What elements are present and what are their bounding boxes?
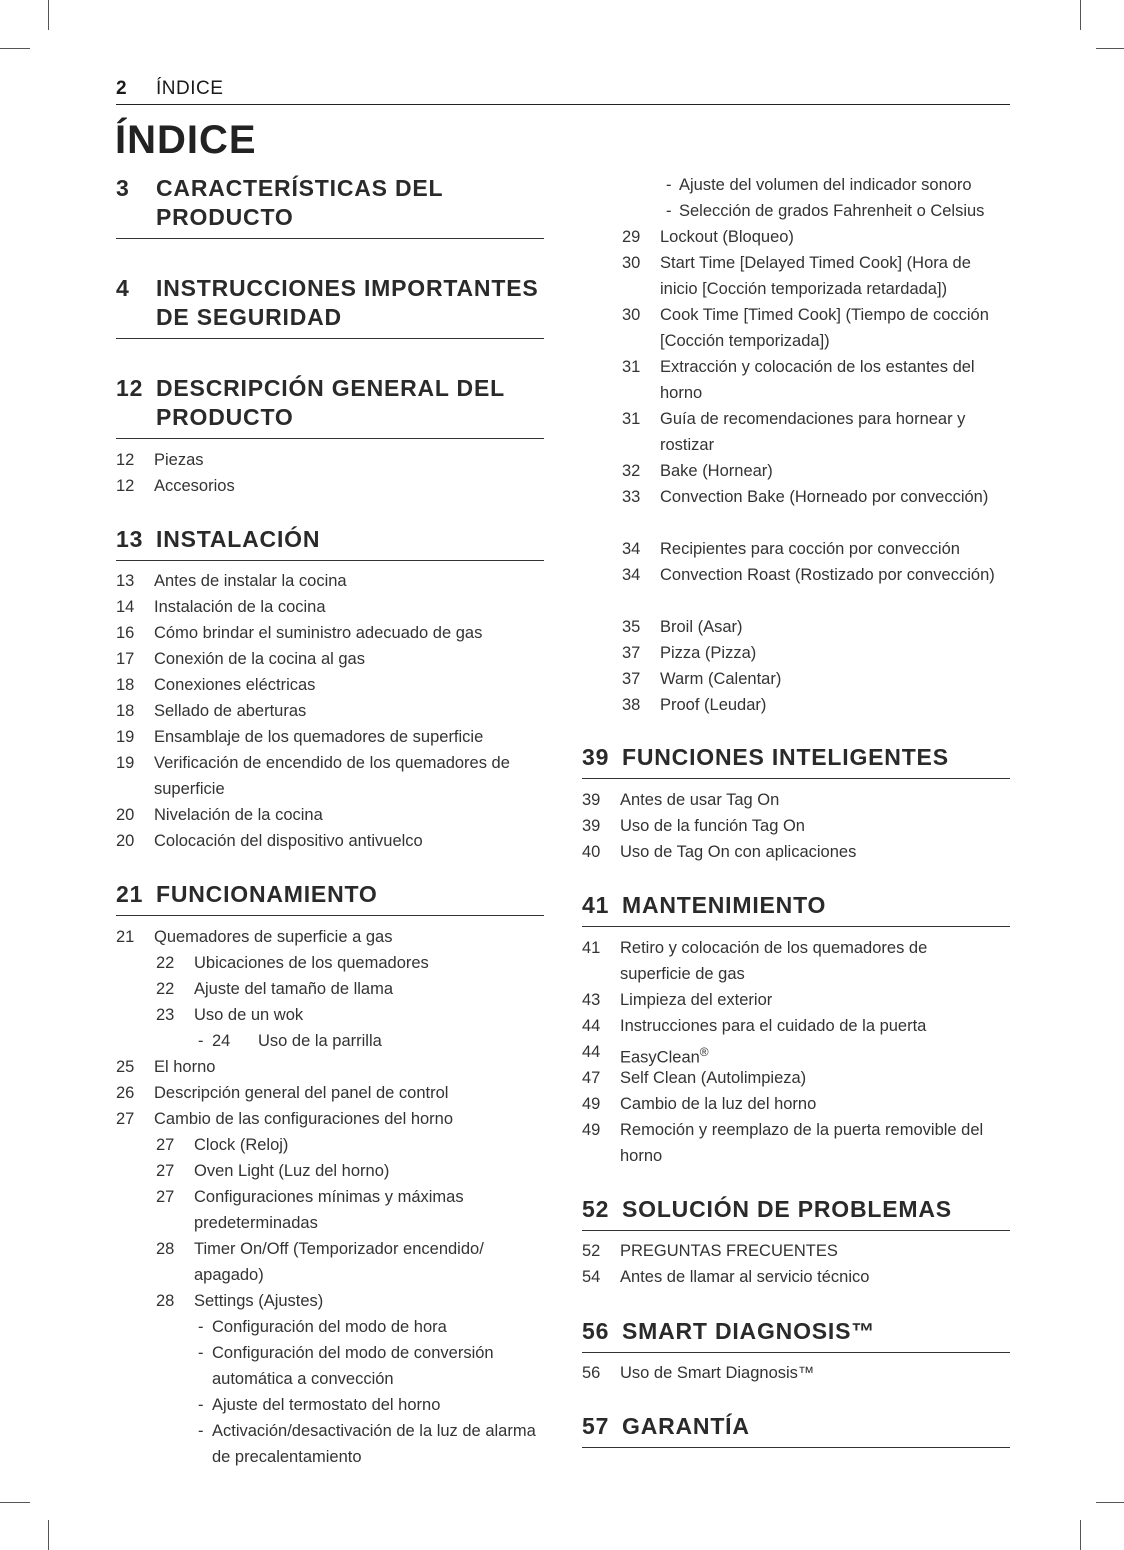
entry-text: Convection Bake (Horneado por convección): [660, 488, 989, 506]
section-number: 56: [582, 1318, 610, 1344]
entry-text: Ubicaciones de los quemadores: [194, 954, 429, 972]
entry-page: 56: [582, 1364, 601, 1382]
entry-text: Timer On/Off (Temporizador encendido/ apagado): [194, 1240, 484, 1284]
entry-page: 25: [116, 1058, 135, 1076]
toc-entry[interactable]: [116, 1080, 544, 1106]
entry-page: 49: [582, 1121, 601, 1139]
toc-section-4[interactable]: [116, 274, 544, 339]
entry-text: Ajuste del termostato del horno: [212, 1396, 441, 1414]
entry-text: Conexiones eléctricas: [154, 676, 316, 694]
entry-text: Ajuste del tamaño de llama: [194, 980, 394, 998]
toc-subentry[interactable]: [582, 406, 1010, 458]
toc-entry[interactable]: [116, 802, 544, 828]
toc-section-21[interactable]: [116, 880, 544, 916]
entry-page: 12: [116, 477, 135, 495]
dash-bullet: -: [666, 202, 672, 220]
toc-subentry[interactable]: [116, 1314, 544, 1340]
entry-text: Warm (Calentar): [660, 670, 782, 688]
toc-subentry[interactable]: [582, 692, 1010, 718]
toc-subentry[interactable]: [582, 198, 1010, 224]
entry-page: 27: [156, 1136, 175, 1154]
entry-page: 13: [116, 572, 135, 590]
entry-page: 12: [116, 451, 135, 469]
toc-entry[interactable]: [582, 1013, 1010, 1039]
entry-text: Oven Light (Luz del horno): [194, 1162, 390, 1180]
entry-text: Ensamblaje de los quemadores de superficie: [154, 728, 484, 746]
running-header: [116, 74, 1010, 105]
toc-entry[interactable]: [582, 1065, 1010, 1091]
toc-entry[interactable]: [582, 987, 1010, 1013]
entry-text: Recipientes para cocción por convección: [660, 540, 960, 558]
toc-entry[interactable]: [116, 447, 544, 473]
entry-text: Configuraciones mínimas y máximas predeterminadas: [194, 1188, 464, 1232]
entry-text: Instalación de la cocina: [154, 598, 326, 616]
entry-page: 20: [116, 806, 135, 824]
entry-text: Retiro y colocación de los quemadores de superficie de gas: [620, 939, 928, 983]
toc-entry[interactable]: [116, 1054, 544, 1080]
entry-page: 26: [116, 1084, 135, 1102]
entry-text: Descripción general del panel de control: [154, 1084, 449, 1102]
entry-page: 20: [116, 832, 135, 850]
entry-text: Start Time [Delayed Timed Cook] (Hora de inicio [Cocción temporizada retardada]): [660, 254, 971, 298]
section-number: 3: [116, 175, 130, 201]
entry-page: 44: [582, 1043, 601, 1061]
toc-subentry[interactable]: [116, 1028, 544, 1054]
entry-page: 14: [116, 598, 135, 616]
toc-subentry[interactable]: [116, 1288, 544, 1314]
page-number: 2: [116, 78, 128, 99]
entry-page: 29: [622, 228, 641, 246]
entry-text: Cambio de la luz del horno: [620, 1095, 817, 1113]
entry-text: Activación/desactivación de la luz de alarma de precalentamiento: [212, 1422, 536, 1466]
entry-text: Lockout (Bloqueo): [660, 228, 794, 246]
registered-mark: ®: [699, 1045, 709, 1059]
entry-text: Instrucciones para el cuidado de la puerta: [620, 1017, 927, 1035]
entry-page: 19: [116, 728, 135, 746]
toc-subentry[interactable]: [116, 1392, 544, 1418]
entry-page: 43: [582, 991, 601, 1009]
entry-text: Uso de la parrilla: [258, 1032, 382, 1050]
toc-subentry[interactable]: [582, 458, 1010, 484]
entry-page: 37: [622, 670, 641, 688]
section-number: 41: [582, 892, 610, 918]
entry-text: Cook Time [Timed Cook] (Tiempo de cocción [Cocción temporizada]): [660, 306, 989, 350]
section-title: DESCRIPCIÓN GENERAL DEL PRODUCTO: [156, 375, 505, 430]
section-title: CARACTERÍSTICAS DEL PRODUCTO: [156, 175, 443, 230]
section-number: 4: [116, 275, 130, 301]
entry-text: Guía de recomendaciones para hornear y rostizar: [660, 410, 966, 454]
toc-subentry[interactable]: [116, 1184, 544, 1236]
toc-section-56[interactable]: [582, 1317, 1010, 1353]
entry-text: Cómo brindar el suministro adecuado de gas: [154, 624, 483, 642]
entry-page: 54: [582, 1268, 601, 1286]
entry-page: 33: [622, 488, 641, 506]
section-title: SOLUCIÓN DE PROBLEMAS: [622, 1196, 952, 1222]
entry-page: 17: [116, 650, 135, 668]
toc-entry[interactable]: [582, 935, 1010, 987]
toc-section-41[interactable]: [582, 891, 1010, 927]
toc-section-39[interactable]: [582, 743, 1010, 779]
entry-text: PREGUNTAS FRECUENTES: [620, 1242, 838, 1260]
entry-page: 28: [156, 1292, 175, 1310]
entry-page: 39: [582, 817, 601, 835]
toc-entry[interactable]: [116, 1106, 544, 1132]
entry-text: Selección de grados Fahrenheit o Celsius: [679, 202, 985, 220]
toc-subentry[interactable]: [116, 1132, 544, 1158]
entry-text: Configuración del modo de conversión automática a convección: [212, 1344, 494, 1388]
toc-entry[interactable]: [116, 924, 544, 950]
toc-subentry[interactable]: [582, 250, 1010, 302]
entry-page: 22: [156, 980, 175, 998]
entry-text: Uso de Tag On con aplicaciones: [620, 843, 857, 861]
entry-page: 37: [622, 644, 641, 662]
toc-subentry[interactable]: [582, 640, 1010, 666]
toc-subentry[interactable]: [582, 172, 1010, 198]
toc-entry[interactable]: [116, 594, 544, 620]
crop-mark: [0, 1502, 30, 1503]
toc-entry[interactable]: [582, 1117, 1010, 1169]
toc-entry[interactable]: [582, 813, 1010, 839]
toc-subentry[interactable]: [116, 1002, 544, 1028]
entry-page: 41: [582, 939, 601, 957]
entry-text: Extracción y colocación de los estantes del horno: [660, 358, 975, 402]
entry-text: Antes de instalar la cocina: [154, 572, 347, 590]
toc-subentry[interactable]: [582, 562, 1010, 588]
crop-mark: [48, 0, 49, 30]
section-number: 57: [582, 1413, 610, 1439]
entry-text: Conexión de la cocina al gas: [154, 650, 365, 668]
entry-text: Uso de un wok: [194, 1006, 304, 1024]
toc-entry[interactable]: [116, 828, 544, 854]
toc-subentry[interactable]: [582, 666, 1010, 692]
toc-subentry[interactable]: [116, 1158, 544, 1184]
entry-page: 34: [622, 566, 641, 584]
toc-subentry[interactable]: [582, 536, 1010, 562]
toc-entry[interactable]: [116, 698, 544, 724]
entry-page: 21: [116, 928, 135, 946]
toc-entry[interactable]: [116, 750, 544, 802]
section-number: 12: [116, 375, 144, 401]
entry-page: 18: [116, 702, 135, 720]
entry-text: Proof (Leudar): [660, 696, 767, 714]
toc-subentry[interactable]: [116, 976, 544, 1002]
entry-text-main: EasyClean: [620, 1048, 700, 1067]
section-number: 21: [116, 881, 144, 907]
toc-entry[interactable]: [582, 1091, 1010, 1117]
section-title: MANTENIMIENTO: [622, 892, 827, 918]
crop-mark: [1080, 1520, 1081, 1550]
dash-bullet: -: [198, 1344, 204, 1362]
running-title: ÍNDICE: [156, 78, 224, 99]
entry-text: Antes de usar Tag On: [620, 791, 780, 809]
entry-page: 31: [622, 358, 641, 376]
entry-page: 35: [622, 618, 641, 636]
entry-text: Accesorios: [154, 477, 235, 495]
entry-text: Broil (Asar): [660, 618, 743, 636]
entry-text: Quemadores de superficie a gas: [154, 928, 393, 946]
entry-page: 32: [622, 462, 641, 480]
entry-page: 19: [116, 754, 135, 772]
section-number: 39: [582, 744, 610, 770]
dash-bullet: -: [198, 1318, 204, 1336]
toc-entry[interactable]: [582, 839, 1010, 865]
toc-subentry[interactable]: [582, 354, 1010, 406]
toc-entry[interactable]: [116, 724, 544, 750]
toc-section-13[interactable]: [116, 525, 544, 561]
crop-mark: [1080, 0, 1081, 30]
entry-text: Pizza (Pizza): [660, 644, 757, 662]
toc-section-52[interactable]: [582, 1195, 1010, 1231]
toc-entry[interactable]: [116, 620, 544, 646]
entry-page: 27: [156, 1188, 175, 1206]
entry-page: 27: [156, 1162, 175, 1180]
entry-page: 30: [622, 306, 641, 324]
entry-text: Nivelación de la cocina: [154, 806, 323, 824]
entry-text: Convection Roast (Rostizado por convección): [660, 566, 995, 584]
entry-page: 24: [212, 1032, 231, 1050]
entry-text: Clock (Reloj): [194, 1136, 289, 1154]
section-title: FUNCIONES INTELIGENTES: [622, 744, 949, 770]
toc-entry[interactable]: [582, 787, 1010, 813]
toc-subentry[interactable]: [582, 484, 1010, 510]
entry-page: 39: [582, 791, 601, 809]
entry-text: Settings (Ajustes): [194, 1292, 324, 1310]
entry-text: Colocación del dispositivo antivuelco: [154, 832, 423, 850]
section-number: 13: [116, 526, 144, 552]
entry-page: 16: [116, 624, 135, 642]
crop-mark: [1096, 1502, 1124, 1503]
toc-subentry[interactable]: [582, 614, 1010, 640]
entry-text: El horno: [154, 1058, 216, 1076]
entry-text: Ajuste del volumen del indicador sonoro: [679, 176, 972, 194]
toc-subentry[interactable]: [116, 1236, 544, 1288]
toc-entry[interactable]: [582, 1238, 1010, 1264]
entry-page: 49: [582, 1095, 601, 1113]
entry-text: Piezas: [154, 451, 204, 469]
entry-page: 23: [156, 1006, 175, 1024]
entry-page: 44: [582, 1017, 601, 1035]
entry-text: Verificación de encendido de los quemadores de superficie: [154, 754, 510, 798]
entry-text: Limpieza del exterior: [620, 991, 773, 1009]
entry-page: 34: [622, 540, 641, 558]
toc-entry[interactable]: [116, 568, 544, 594]
dash-bullet: -: [198, 1032, 204, 1050]
entry-page: 47: [582, 1069, 601, 1087]
entry-page: 27: [116, 1110, 135, 1128]
section-title: GARANTÍA: [622, 1413, 750, 1439]
entry-text: Sellado de aberturas: [154, 702, 307, 720]
entry-page: 38: [622, 696, 641, 714]
entry-page: 30: [622, 254, 641, 272]
section-title: INSTALACIÓN: [156, 526, 321, 552]
toc-entry[interactable]: [582, 1360, 1010, 1386]
entry-page: 28: [156, 1240, 175, 1258]
entry-text: Uso de Smart Diagnosis™: [620, 1364, 815, 1382]
crop-mark: [48, 1520, 49, 1550]
section-title: INSTRUCCIONES IMPORTANTES DE SEGURIDAD: [156, 275, 539, 330]
toc-subentry[interactable]: [582, 224, 1010, 250]
page-title: ÍNDICE: [115, 118, 257, 162]
toc-entry[interactable]: [116, 646, 544, 672]
entry-page: 40: [582, 843, 601, 861]
entry-text: Uso de la función Tag On: [620, 817, 805, 835]
entry-text: Bake (Hornear): [660, 462, 773, 480]
entry-text: Cambio de las configuraciones del horno: [154, 1110, 454, 1128]
toc-section-57[interactable]: [582, 1412, 1010, 1448]
toc-subentry[interactable]: [116, 950, 544, 976]
crop-mark: [1096, 48, 1124, 49]
toc-entry[interactable]: [116, 473, 544, 499]
toc-entry[interactable]: [582, 1264, 1010, 1290]
toc-subentry[interactable]: [116, 1418, 544, 1470]
toc-subentry[interactable]: [582, 302, 1010, 354]
entry-page: 31: [622, 410, 641, 428]
toc-entry[interactable]: [116, 672, 544, 698]
entry-page: 52: [582, 1242, 601, 1260]
section-title: SMART DIAGNOSIS™: [622, 1318, 876, 1344]
entry-text: Configuración del modo de hora: [212, 1318, 447, 1336]
dash-bullet: -: [198, 1396, 204, 1414]
toc-section-3[interactable]: [116, 174, 544, 239]
entry-text: Self Clean (Autolimpieza): [620, 1069, 807, 1087]
entry-page: 18: [116, 676, 135, 694]
entry-text: Remoción y reemplazo de la puerta removible del horno: [620, 1121, 984, 1165]
dash-bullet: -: [666, 176, 672, 194]
dash-bullet: -: [198, 1422, 204, 1440]
section-number: 52: [582, 1196, 610, 1222]
section-title: FUNCIONAMIENTO: [156, 881, 378, 907]
toc-subentry[interactable]: [116, 1340, 544, 1392]
toc-section-12[interactable]: [116, 374, 544, 439]
entry-text: Antes de llamar al servicio técnico: [620, 1268, 870, 1286]
entry-page: 22: [156, 954, 175, 972]
crop-mark: [0, 48, 30, 49]
